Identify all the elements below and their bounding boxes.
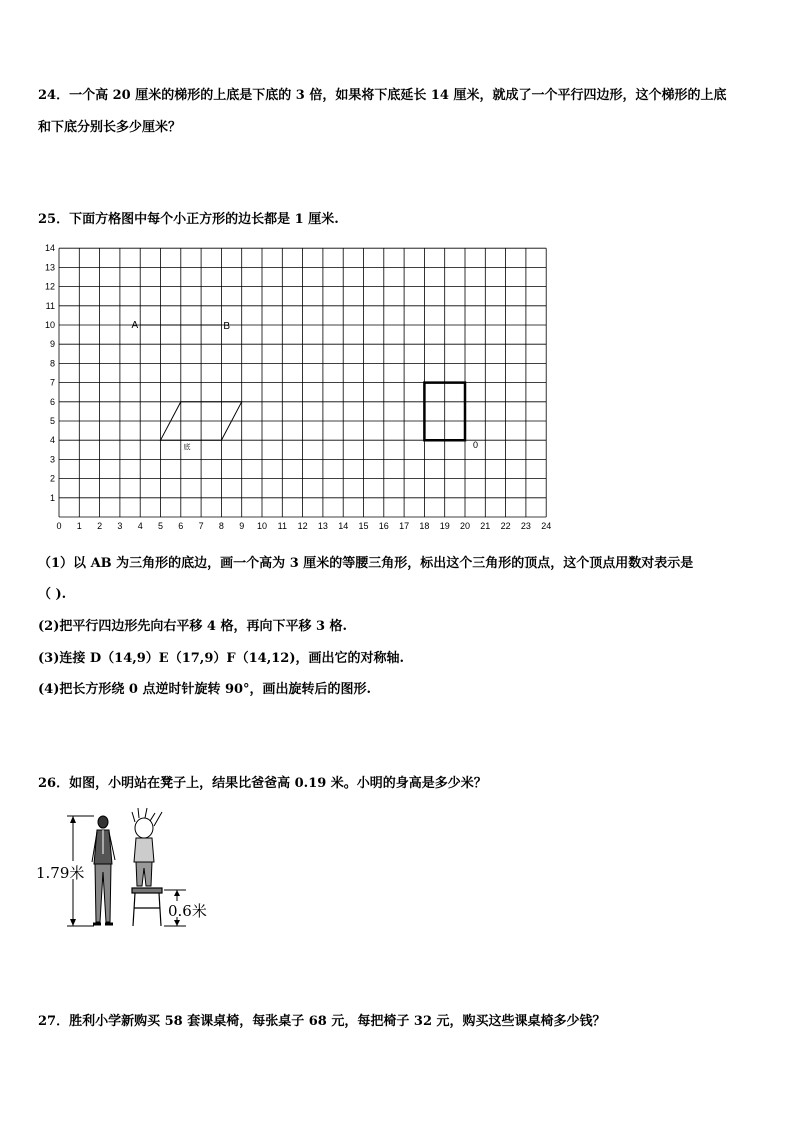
q24-line2: 和下底分别长多少厘米？ — [38, 120, 182, 135]
point-b-label: B — [223, 321, 231, 332]
x-tick-label: 20 — [459, 521, 471, 531]
y-tick-label: 10 — [44, 320, 55, 330]
parallelogram-base-label: 底 — [183, 444, 191, 452]
y-tick-label: 14 — [44, 243, 55, 254]
x-tick-label: 21 — [480, 521, 491, 531]
y-tick-label: 8 — [49, 358, 55, 369]
stool-height-label: 0.6米 — [168, 902, 207, 920]
y-tick-label: 4 — [49, 435, 55, 446]
x-tick-label: 24 — [541, 521, 552, 531]
q25-sub1-line1: （1）以 AB 为三角形的底边，画一个高为 3 厘米的等腰三角形，标出这个三角形的顶点，这个顶点用数对表示是 — [38, 556, 694, 571]
q26-text: 26．如图，小明站在凳子上，结果比爸爸高 0.19 米。小明的身高是多少米？ — [38, 776, 487, 791]
y-tick-label: 5 — [49, 416, 55, 426]
x-tick-label: 18 — [419, 521, 430, 531]
stool-figure — [132, 888, 162, 926]
q26-figure — [36, 804, 216, 934]
x-tick-label: 14 — [338, 521, 349, 531]
dad-height-label: 1.79米 — [36, 864, 85, 882]
q25-sub3: (3)连接 D（14,9）E（17,9）F（14,12)，画出它的对称轴. — [38, 651, 404, 666]
y-tick-label: 2 — [49, 473, 55, 484]
x-tick-label: 16 — [378, 521, 389, 531]
q27-text: 27．胜利小学新购买 58 套课桌椅，每张桌子 68 元，每把椅子 32 元，购买这些课桌椅多少钱？ — [38, 1014, 606, 1029]
x-tick-label: 3 — [117, 521, 123, 531]
q25-sub4: (4)把长方形绕 0 点逆时针旋转 90°，画出旋转后的图形. — [38, 682, 372, 697]
x-tick-label: 23 — [520, 521, 531, 531]
y-tick-label: 13 — [44, 262, 55, 273]
x-tick-label: 1 — [76, 521, 82, 531]
x-tick-label: 2 — [97, 521, 103, 531]
x-tick-label: 13 — [317, 521, 328, 531]
x-tick-label: 10 — [256, 521, 268, 531]
y-tick-label: 6 — [49, 396, 55, 407]
q25-sub2: (2)把平行四边形先向右平移 4 格，再向下平移 3 格. — [38, 619, 348, 634]
q24-line1: 24．一个高 20 厘米的梯形的上底是下底的 3 倍，如果将下底延长 14 厘米，就成了一个平行四边形，这个梯形的上底 — [38, 88, 727, 103]
y-tick-label: 9 — [49, 339, 55, 350]
q25-sub1-line2: （ ). — [38, 587, 67, 602]
q25-title: 25．下面方格图中每个小正方形的边长都是 1 厘米. — [38, 212, 339, 227]
point-a-label: A — [131, 320, 139, 331]
x-tick-label: 9 — [239, 521, 245, 531]
boy-figure — [132, 808, 162, 886]
x-tick-label: 7 — [198, 521, 204, 531]
y-tick-label: 1 — [49, 492, 55, 503]
x-tick-label: 8 — [218, 521, 224, 531]
x-tick-label: 19 — [439, 521, 450, 531]
x-tick-label: 15 — [358, 521, 369, 531]
coordinate-grid — [30, 238, 560, 533]
y-tick-label: 7 — [49, 377, 55, 388]
x-tick-label: 11 — [277, 521, 287, 531]
x-tick-label: 4 — [137, 521, 143, 531]
x-tick-label: 5 — [157, 521, 164, 531]
y-tick-label: 3 — [49, 454, 55, 465]
y-tick-label: 11 — [45, 300, 55, 311]
x-tick-label: 0 — [56, 521, 62, 531]
rotation-point-label: 0 — [473, 440, 479, 451]
y-tick-label: 12 — [44, 281, 55, 292]
x-tick-label: 6 — [178, 521, 184, 531]
x-tick-label: 12 — [297, 521, 308, 531]
x-tick-label: 17 — [399, 521, 410, 531]
x-tick-label: 22 — [500, 521, 511, 531]
father-figure — [92, 816, 115, 924]
